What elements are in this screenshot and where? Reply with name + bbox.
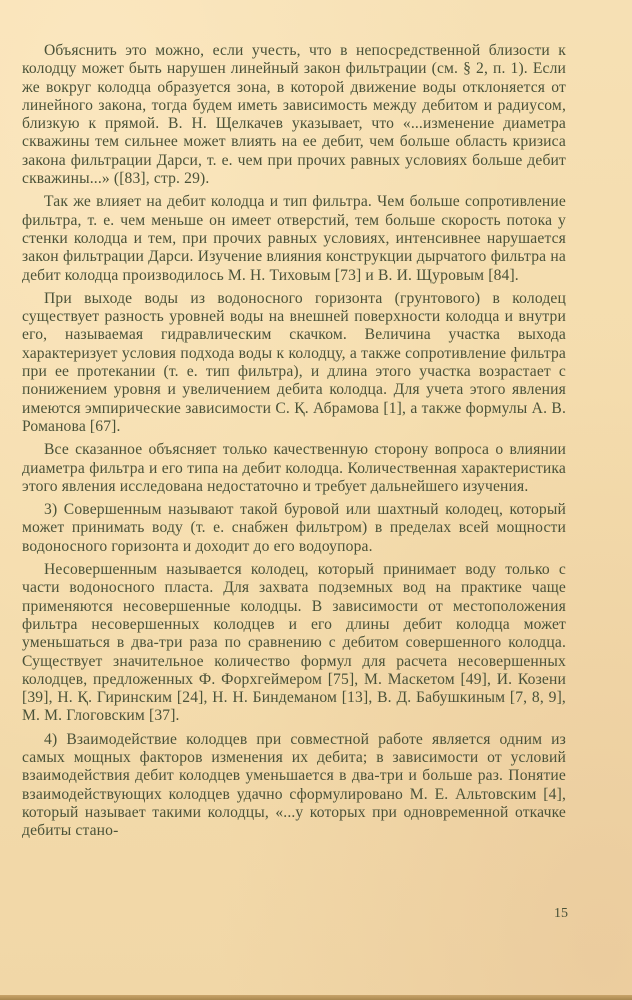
page-bottom-edge — [0, 995, 632, 1000]
page-number: 15 — [554, 906, 568, 921]
paragraph-hydraulic-jump: При выходе воды из водоносного горизонта (грунтового) в колодец существует разность уровней воды на внешней поверхности колодца и внутри его, называемая гидравлическим скачком. Величина участка выхода характеризует условия подхода воды к колодцу, а также сопротивление фильтра при ее протекании (т. е. тип фильтра), и длина этого участка возрастает с понижением уровня и увеличением дебита колодца. Для учета этого явления имеются эмпирические зависимости С. Қ. Абрамова [1], а также формулы А. В. Романова [67]. — [22, 289, 566, 435]
paragraph-qualitative-summary: Все сказанное объясняет только качественную сторону вопроса о влиянии диаметра фильтра и его типа на дебит колодца. Количественная характеристика этого явления исследована недостаточно и требует дальнейшего изучения. — [22, 441, 566, 495]
paragraph-imperfect-well: Несовершенным называется колодец, который принимает воду только с части водоносного пласта. Для захвата подземных вод на практике чаще применяются несовершенные колодцы. В зависимости от местоположения фильтра несовершенных колодцев и его длины дебит колодца может уменьшаться в два-три раза по сравнению с дебитом совершенного колодца. Существует значительное количество формул для расчета несовершенных колодцев, предложенных Ф. Форхгеймером [75], М. Маскетом [49], И. Козени [39], Н. Қ. Гиринским [24], Н. Н. Биндеманом [13], В. Д. Бабушкиным [7, 8, 9], М. М. Глоговским [37]. — [22, 561, 566, 725]
paragraph-well-interaction: 4) Взаимодействие колодцев при совместной работе является одним из самых мощных факторов изменения их дебита; в зависимости от условий взаимодействия дебит колодцев уменьшается в два-три и больше раз. Понятие взаимодействующих колодцев удачно сформулировано М. Е. Альтовским [4], который называет такими колодцы, «...у которых при одновременной откачке дебиты стано- — [22, 730, 566, 840]
body-text — [22, 42, 566, 845]
paragraph-darcy-law-crisis: Объяснить это можно, если учесть, что в непосредственной близости к колодцу может быть нарушен линейный закон фильтрации (см. § 2, п. 1). Если же вокруг колодца образуется зона, в которой движение воды отклоняется от линейного закона, тогда будем иметь зависимость между дебитом и радиусом, близкую к прямой. В. Н. Щелкачев указывает, что «...изменение диаметра скважины тем сильнее может влиять на ее дебит, чем больше область кризиса закона фильтрации Дарси, т. е. чем при прочих равных условиях больше дебит скважины...» ([83], стр. 29). — [22, 42, 566, 188]
paragraph-filter-type: Так же влияет на дебит колодца и тип фильтра. Чем больше сопротивление фильтра, т. е. чем меньше он имеет отверстий, тем больше скорость потока у стенки колодца и тем, при прочих равных условиях, интенсивнее нарушается закон фильтрации Дарси. Изучение влияния конструкции дырчатого фильтра на дебит колодца производилось М. Н. Тиховым [73] и В. И. Щуровым [84]. — [22, 193, 566, 284]
paragraph-perfect-well: 3) Совершенным называют такой буровой или шахтный колодец, который может принимать воду (т. е. снабжен фильтром) в пределах всей мощности водоносного горизонта и доходит до его водоупора. — [22, 501, 566, 555]
